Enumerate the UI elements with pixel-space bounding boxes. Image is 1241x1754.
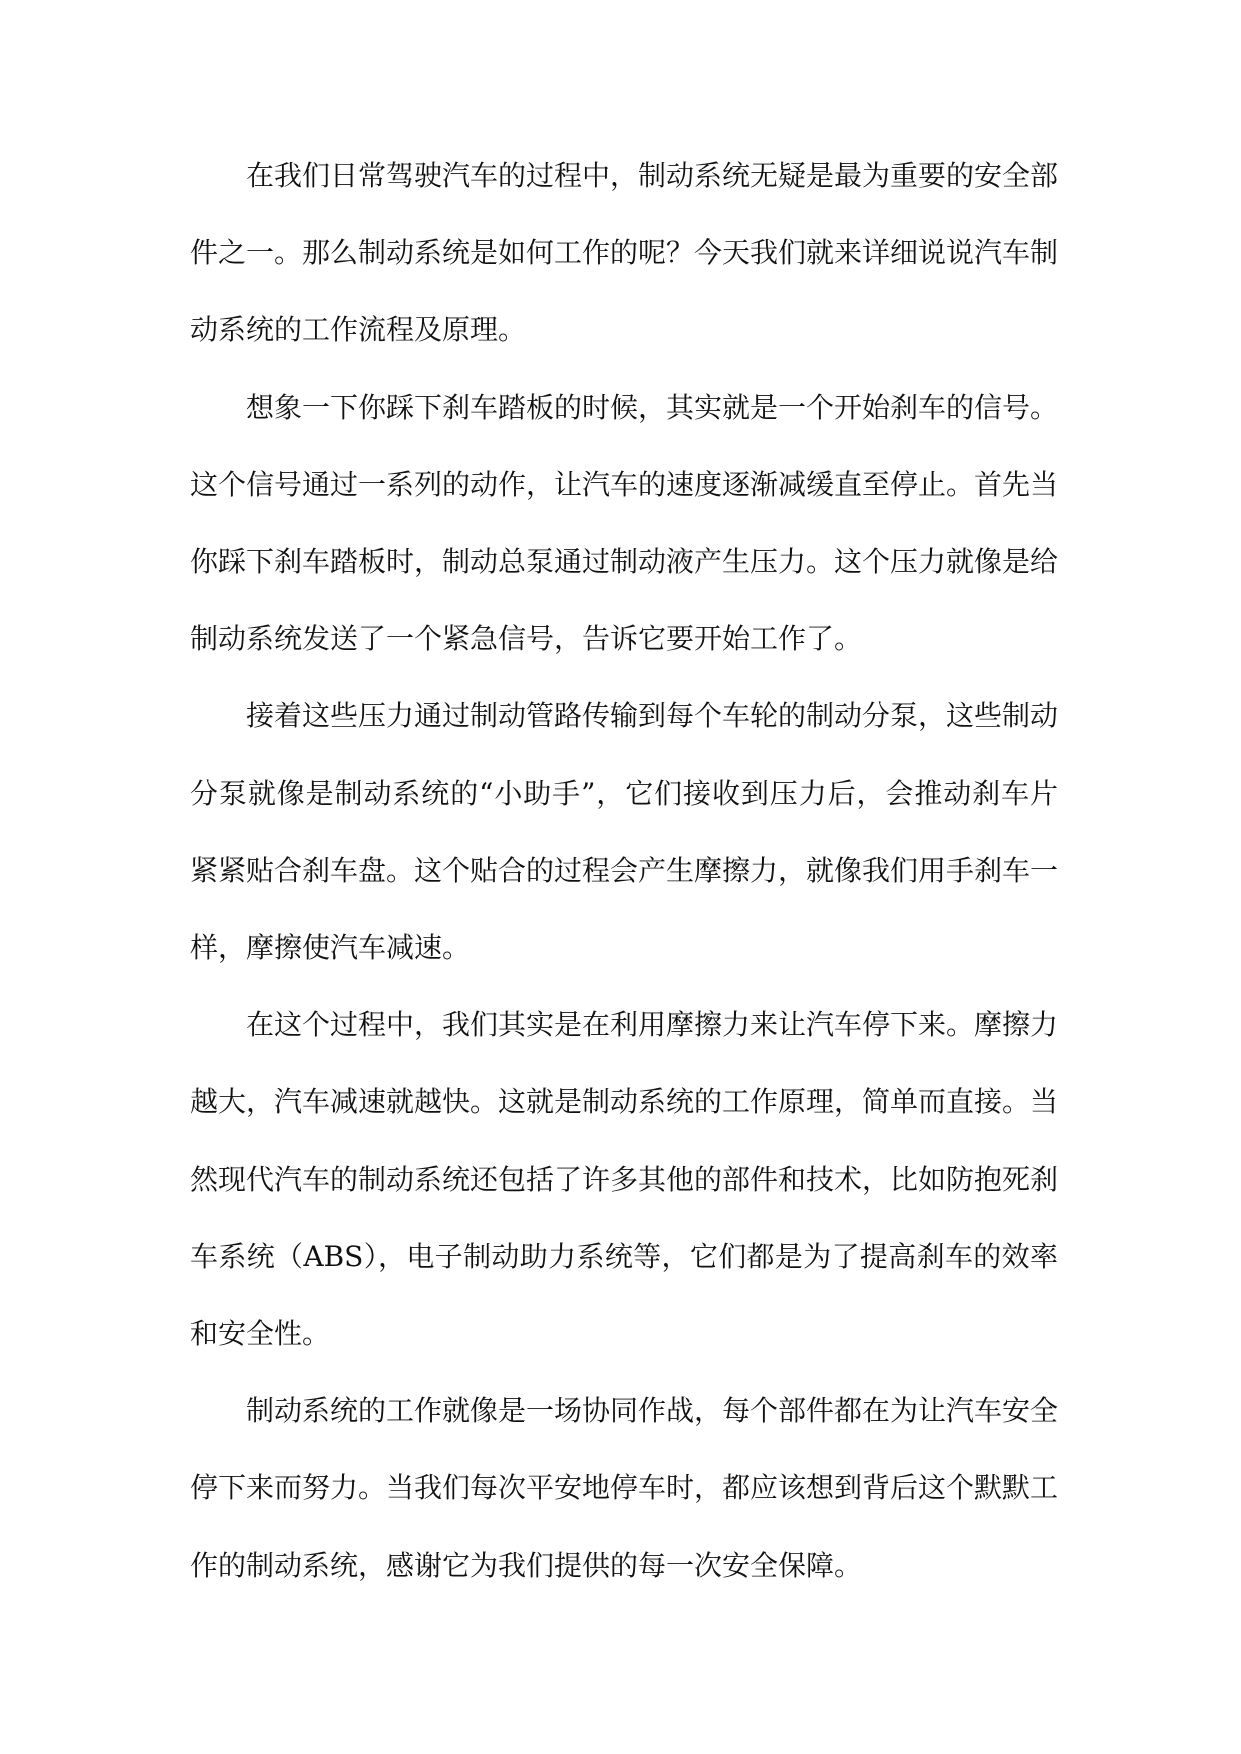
paragraph-intro: 在我们日常驾驶汽车的过程中，制动系统无疑是最为重要的安全部件之一。那么制动系统是如何工作的呢？今天我们就来详细说说汽车制动系统的工作流程及原理。 xyxy=(190,159,1059,347)
paragraph-conclusion: 制动系统的工作就像是一场协同作战，每个部件都在为让汽车安全停下来而努力。当我们每次平安地停车时，都应该想到背后这个默默工作的制动系统，感谢它为我们提供的每一次安全保障。 xyxy=(190,1394,1059,1582)
paragraph-friction-principle: 在这个过程中，我们其实是在利用摩擦力来让汽车停下来。摩擦力越大，汽车减速就越快。这就是制动系统的工作原理，简单而直接。当然现代汽车的制动系统还包括了许多其他的部件和技术，比如防抱死刹车系统（ABS），电子制动助力系统等，它们都是为了提高刹车的效率和安全性。 xyxy=(190,1008,1059,1351)
document-body xyxy=(190,137,1058,1604)
paragraph-brake-pedal-signal: 想象一下你踩下刹车踏板的时候，其实就是一个开始刹车的信号。这个信号通过一系列的动作，让汽车的速度逐渐减缓直至停止。首先当你踩下刹车踏板时，制动总泵通过制动液产生压力。这个压力就像是给制动系统发送了一个紧急信号，告诉它要开始工作了。 xyxy=(190,390,1059,656)
paragraph-wheel-cylinders: 接着这些压力通过制动管路传输到每个车轮的制动分泵，这些制动分泵就像是制动系统的“小助手”，它们接收到压力后，会推动刹车片紧紧贴合刹车盘。这个贴合的过程会产生摩擦力，就像我们用手刹车一样，摩擦使汽车减速。 xyxy=(190,699,1059,965)
